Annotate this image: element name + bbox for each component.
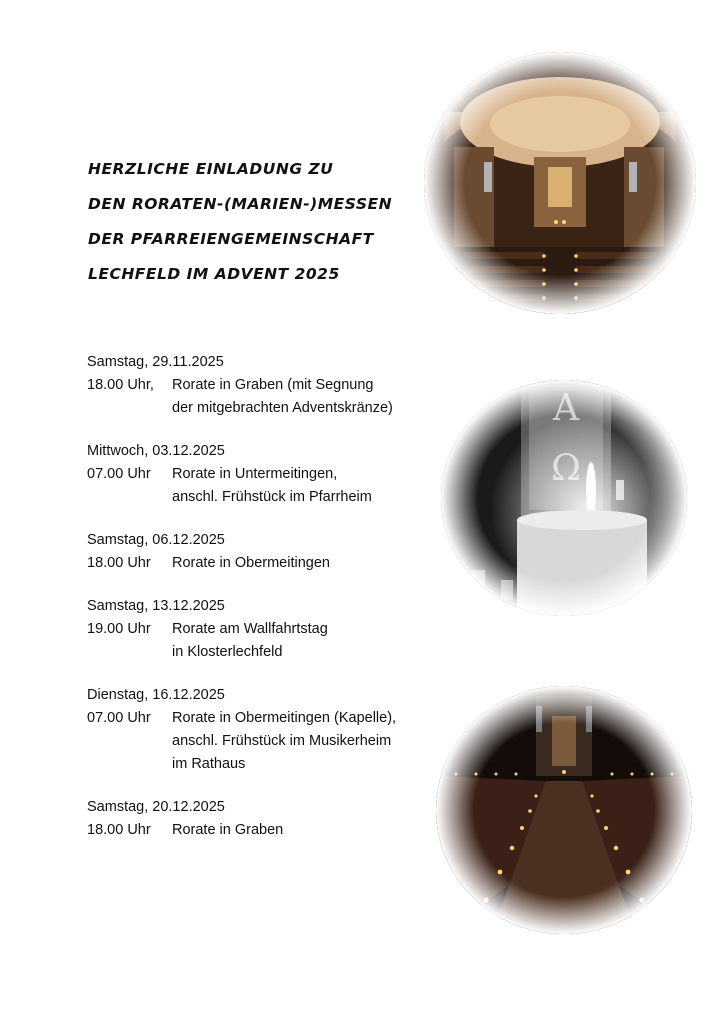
event-description: in Klosterlechfeld [172,644,283,660]
event-description: Rorate am Wallfahrtstag [172,621,328,637]
event-3 [87,529,447,575]
event-description: der mitgebrachten Adventskränze) [172,400,393,416]
event-6 [87,796,447,842]
invitation-title [88,152,428,292]
event-description: Rorate in Graben [172,822,284,838]
event-date: Samstag, 20.12.2025 [87,799,225,815]
event-date: Dienstag, 16.12.2025 [87,687,225,703]
event-5 [87,684,447,776]
church-interior-candlelit-photo [424,52,696,314]
event-time: 18.00 Uhr, [87,377,154,393]
title-line-3: DER PFARREIENGEMEINSCHAFT [88,230,374,248]
event-time: 18.00 Uhr [87,822,151,838]
event-time: 18.00 Uhr [87,555,151,571]
event-4 [87,595,447,664]
title-line-4: LECHFELD IM ADVENT 2025 [88,265,340,283]
event-date: Mittwoch, 03.12.2025 [87,443,225,459]
event-description: Rorate in Obermeitingen [172,555,330,571]
event-date: Samstag, 06.12.2025 [87,532,225,548]
event-time: 07.00 Uhr [87,710,151,726]
event-description: Rorate in Graben (mit Segnung [172,377,374,393]
title-line-1: HERZLICHE EINLADUNG ZU [88,160,334,178]
title-line-2: DEN RORATEN-(MARIEN-)MESSEN [88,195,393,213]
candle-alpha-omega-photo [441,380,687,616]
event-description: im Rathaus [172,756,246,772]
event-date: Samstag, 13.12.2025 [87,598,225,614]
event-time: 07.00 Uhr [87,466,151,482]
event-description: anschl. Frühstück im Pfarrheim [172,489,372,505]
church-aisle-candles-photo [436,686,692,934]
event-schedule [87,351,447,862]
event-time: 19.00 Uhr [87,621,151,637]
event-description: Rorate in Untermeitingen, [172,466,338,482]
event-date: Samstag, 29.11.2025 [87,354,224,370]
event-description: Rorate in Obermeitingen (Kapelle), [172,710,397,726]
event-2 [87,440,447,509]
event-1 [87,351,447,420]
event-description: anschl. Frühstück im Musikerheim [172,733,392,749]
